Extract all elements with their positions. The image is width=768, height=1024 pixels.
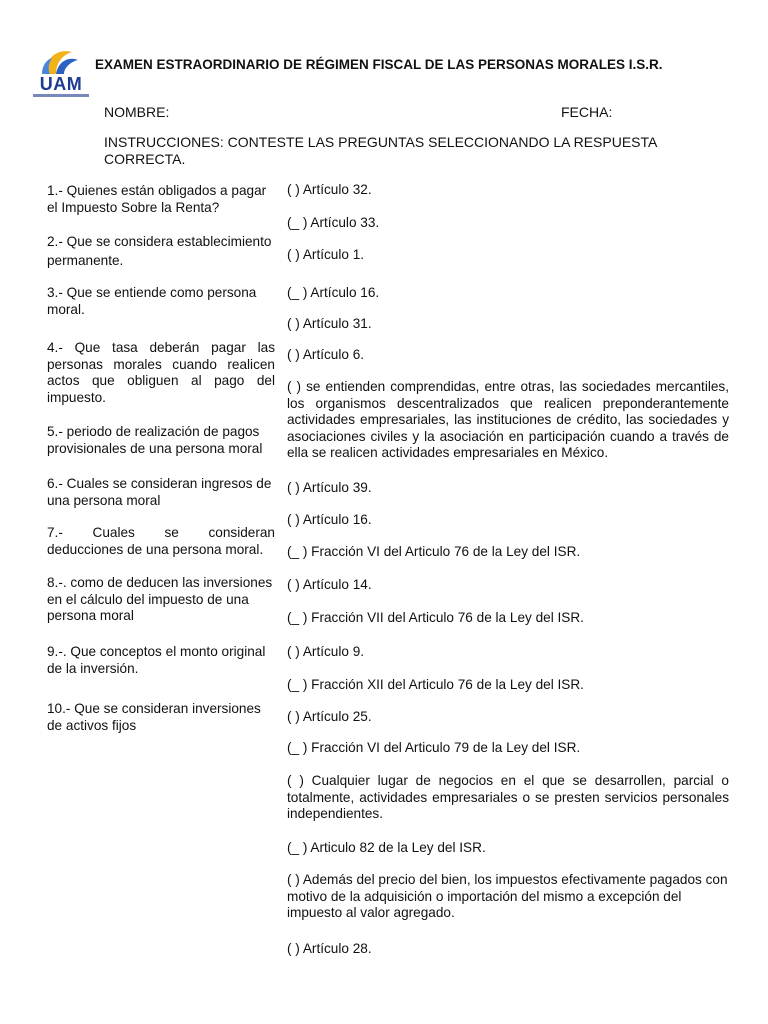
- question-5: 5.- periodo de realización de pagos provisionales de una persona moral: [47, 424, 263, 456]
- exam-title: EXAMEN ESTRAORDINARIO DE RÉGIMEN FISCAL DE LAS PERSONAS MORALES I.S.R.: [95, 57, 663, 72]
- answer-option: (_ ) Articulo 82 de la Ley del ISR.: [287, 840, 486, 855]
- answer-option: ( ) Artículo 14.: [287, 577, 372, 592]
- answer-option: ( ) Artículo 32.: [287, 182, 372, 197]
- question-8: 8.-. como de deducen las inversiones en el cálculo del impuesto de una persona moral: [47, 575, 273, 623]
- instructions: INSTRUCCIONES: CONTESTE LAS PREGUNTAS SELECCIONANDO LA RESPUESTA CORRECTA.: [104, 134, 657, 167]
- answer-option: ( ) Artículo 39.: [287, 480, 372, 495]
- answer-option: (_ ) Fracción XII del Articulo 76 de la Ley del ISR.: [287, 677, 584, 692]
- name-label: NOMBRE:: [104, 104, 170, 120]
- answer-option: ( ) Artículo 28.: [287, 941, 372, 956]
- uam-logo: [30, 46, 92, 104]
- answer-option: (_ ) Artículo 16.: [287, 285, 380, 300]
- answer-option: ( ) Artículo 1.: [287, 247, 365, 262]
- date-label: FECHA:: [561, 104, 613, 120]
- answer-option: (_ ) Fracción VI del Articulo 76 de la Ley del ISR.: [287, 544, 581, 559]
- answer-option: ( ) se entienden comprendidas, entre otras, las sociedades mercantiles, los organismos descentralizados que realicen preponderantemente actividades empresariales, las instituciones de crédito, las sociedades y asociaciones civiles y la asociación en participación cuando a través de ella se realicen actividades empresariales en México.: [287, 379, 729, 460]
- answer-option: (_ ) Artículo 33.: [287, 215, 380, 230]
- answer-option: ( ) Cualquier lugar de negocios en el que se desarrollen, parcial o totalmente, actividades empresariales o se presten servicios personales independientes.: [287, 773, 729, 821]
- answer-option: ( ) Artículo 16.: [287, 512, 372, 527]
- question-10: 10.- Que se consideran inversiones de activos fijos: [47, 701, 261, 733]
- answer-option: (_ ) Fracción VII del Articulo 76 de la Ley del ISR.: [287, 610, 584, 625]
- logo-underline: [33, 94, 89, 97]
- logo-text: UAM: [39, 74, 83, 94]
- question-2: 2.- Que se considera establecimiento permanente.: [47, 234, 272, 268]
- answer-option: ( ) Artículo 9.: [287, 644, 365, 659]
- answer-option: ( ) Artículo 6.: [287, 347, 365, 362]
- uam-logo-icon: [30, 46, 92, 76]
- question-7: 7.- Cuales se consideran deducciones de una persona moral.: [47, 525, 275, 557]
- question-9: 9.-. Que conceptos el monto original de la inversión.: [47, 644, 266, 676]
- question-4: 4.- Que tasa deberán pagar las personas morales cuando realicen actos que obliguen al pago del impuesto.: [47, 340, 275, 405]
- question-6: 6.- Cuales se consideran ingresos de una persona moral: [47, 476, 272, 508]
- question-1: 1.- Quienes están obligados a pagar el Impuesto Sobre la Renta?: [47, 183, 267, 215]
- answer-option: ( ) Artículo 31.: [287, 316, 372, 331]
- answer-option: ( ) Artículo 25.: [287, 709, 372, 724]
- answer-option: ( ) Además del precio del bien, los impuestos efectivamente pagados con motivo de la adquisición o importación del mismo a excepción del impuesto al valor agregado.: [287, 872, 728, 920]
- answer-option: (_ ) Fracción VI del Articulo 79 de la Ley del ISR.: [287, 740, 581, 755]
- question-3: 3.- Que se entiende como persona moral.: [47, 285, 257, 317]
